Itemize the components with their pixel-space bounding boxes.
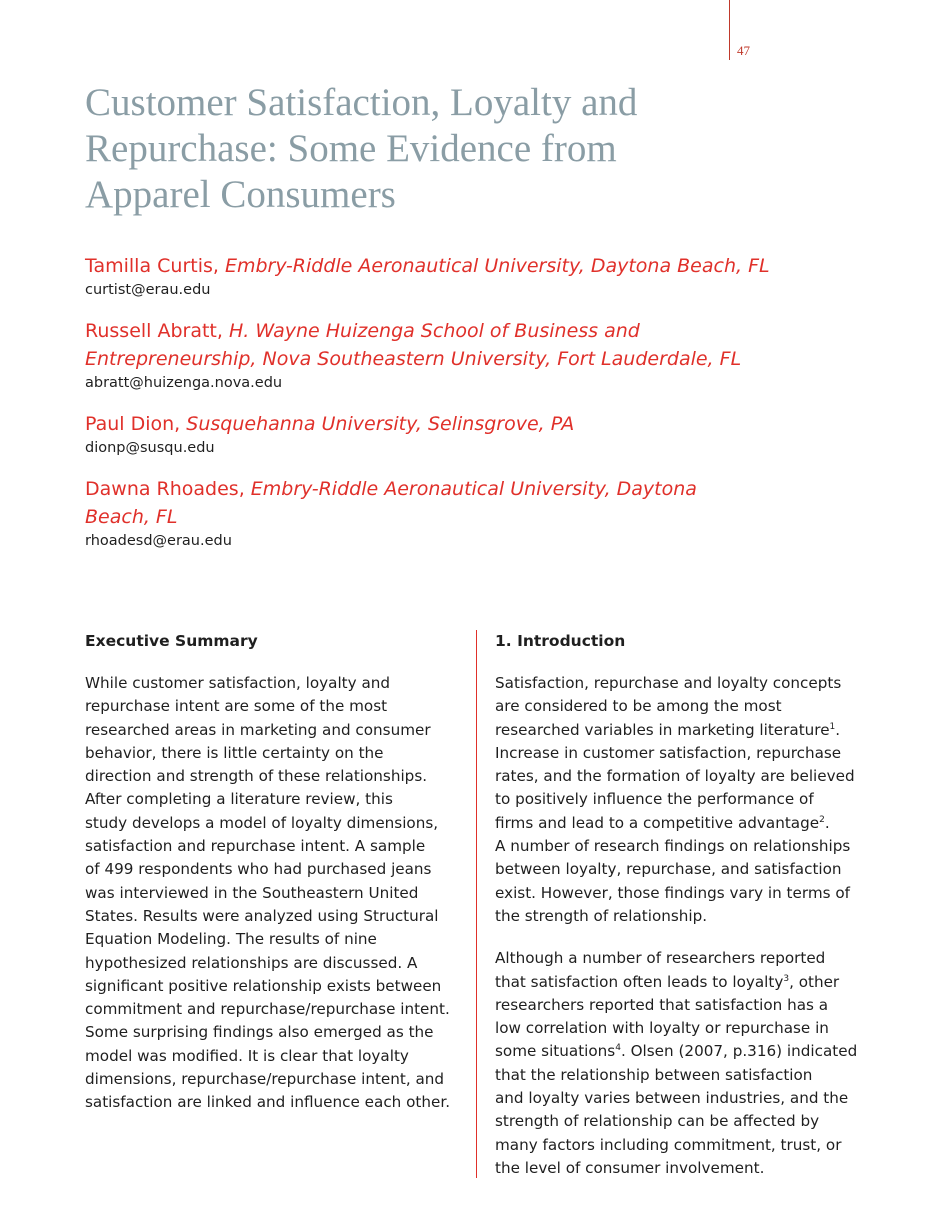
line-text: between loyalty, repurchase, and satisfaction (495, 860, 842, 879)
author-name: Tamilla Curtis, (85, 255, 219, 277)
text-line: repurchase intent are some of the most (85, 697, 388, 716)
text-line (495, 1087, 870, 1110)
text-line (495, 1134, 870, 1157)
text-line (495, 765, 870, 788)
text-line: dimensions, repurchase/repurchase intent, and (85, 1070, 445, 1089)
line-text: that the relationship between satisfaction (495, 1065, 813, 1084)
text-line (495, 994, 870, 1017)
author-line (85, 345, 805, 373)
text-line (495, 695, 870, 718)
author-affiliation: Embry-Riddle Aeronautical University, Daytona Beach, FL (224, 255, 770, 277)
line-text: , other (789, 972, 840, 991)
author-name: Russell Abratt, (85, 320, 223, 342)
line-text: the level of consumer involvement. (495, 1158, 765, 1177)
author-block (85, 410, 805, 458)
text-line (495, 1064, 870, 1087)
line-text: strength of relationship can be affected by (495, 1112, 820, 1131)
line-text: some situations (495, 1042, 616, 1061)
text-line (495, 858, 870, 881)
article-title (85, 80, 745, 218)
text-line: Some surprising findings also emerged as the (85, 1023, 434, 1042)
text-line (495, 947, 870, 970)
header-rule (729, 0, 730, 60)
page-number: 47 (737, 43, 750, 58)
text-line: Equation Modeling. The results of nine (85, 930, 377, 949)
line-text: Increase in customer satisfaction, repurchase (495, 743, 842, 762)
summary-paragraph (85, 672, 463, 1115)
footnote-ref: 3 (783, 973, 790, 984)
text-line (495, 971, 870, 994)
text-line: behavior, there is little certainty on the (85, 743, 384, 762)
text-line: direction and strength of these relationships. (85, 767, 428, 786)
line-text: researchers reported that satisfaction has a (495, 995, 829, 1014)
line-text: and loyalty varies between industries, and the (495, 1089, 849, 1108)
author-affiliation: Entrepreneurship, Nova Southeastern University, Fort Lauderdale, FL (85, 348, 742, 370)
text-line: study develops a model of loyalty dimensions, (85, 813, 439, 832)
text-line (495, 905, 870, 928)
line-text: rates, and the formation of loyalty are believed (495, 767, 855, 786)
author-affiliation: Susquehanna University, Selinsgrove, PA (186, 413, 575, 435)
line-text: researched variables in marketing literature (495, 720, 830, 739)
title-line: Repurchase: Some Evidence from (85, 127, 617, 170)
intro-paragraph (495, 947, 870, 1180)
line-text: are considered to be among the most (495, 697, 782, 716)
text-line: researched areas in marketing and consumer (85, 720, 431, 739)
author-list (85, 252, 805, 568)
author-email: curtist@erau.edu (85, 282, 211, 298)
introduction-column (495, 630, 870, 1199)
author-affiliation: Beach, FL (85, 506, 178, 528)
author-name: Dawna Rhoades, (85, 478, 245, 500)
line-text: Although a number of researchers reported (495, 949, 826, 968)
title-line: Apparel Consumers (85, 173, 396, 216)
text-line: model was modified. It is clear that loyalty (85, 1046, 409, 1065)
text-line: significant positive relationship exists between (85, 976, 442, 995)
text-line: While customer satisfaction, loyalty and (85, 674, 391, 692)
author-email: rhoadesd@erau.edu (85, 533, 232, 549)
line-text: low correlation with loyalty or repurchase in (495, 1019, 829, 1038)
line-text: that satisfaction often leads to loyalty (495, 972, 784, 991)
text-line: of 499 respondents who had purchased jeans (85, 860, 432, 879)
author-line (85, 410, 805, 438)
column-divider (476, 630, 477, 1178)
line-text: . (824, 813, 830, 832)
author-line (85, 503, 805, 531)
section-heading: 1. Introduction (495, 632, 626, 650)
line-text: to positively influence the performance of (495, 790, 814, 809)
text-line: After completing a literature review, this (85, 790, 393, 809)
executive-summary-column (85, 630, 463, 1134)
text-line (495, 788, 870, 811)
text-line (495, 812, 870, 835)
author-affiliation: Embry-Riddle Aeronautical University, Daytona (250, 478, 697, 500)
author-affiliation: H. Wayne Huizenga School of Business and (228, 320, 640, 342)
section-heading: Executive Summary (85, 632, 258, 650)
text-line (495, 882, 870, 905)
line-text: exist. However, those findings vary in terms of (495, 883, 851, 902)
author-block (85, 317, 805, 393)
author-name: Paul Dion, (85, 413, 181, 435)
line-text: . (835, 720, 841, 739)
author-email: dionp@susqu.edu (85, 440, 215, 456)
text-line: satisfaction are linked and influence each other. (85, 1093, 451, 1112)
text-line (495, 719, 870, 742)
author-line (85, 475, 805, 503)
text-line: satisfaction and repurchase intent. A sample (85, 837, 426, 856)
line-text: firms and lead to a competitive advantage (495, 813, 820, 832)
text-line (495, 1157, 870, 1180)
footnote-ref: 2 (819, 814, 825, 825)
footnote-ref: 1 (829, 721, 836, 732)
author-block (85, 475, 805, 551)
text-line: was interviewed in the Southeastern United (85, 883, 419, 902)
text-line (495, 1017, 870, 1040)
author-block (85, 252, 805, 300)
intro-paragraph (495, 672, 870, 928)
author-line (85, 252, 805, 280)
line-text: Satisfaction, repurchase and loyalty concepts (495, 674, 842, 692)
author-email: abratt@huizenga.nova.edu (85, 375, 283, 391)
text-line: commitment and repurchase/repurchase intent. (85, 1000, 450, 1019)
text-line (495, 742, 870, 765)
text-line: States. Results were analyzed using Structural (85, 906, 439, 925)
text-line (495, 835, 870, 858)
text-line (495, 672, 870, 695)
line-text: the strength of relationship. (495, 906, 708, 925)
author-line (85, 317, 805, 345)
text-line (495, 1110, 870, 1133)
line-text: many factors including commitment, trust, or (495, 1135, 842, 1154)
line-text: A number of research findings on relationships (495, 837, 851, 856)
title-line: Customer Satisfaction, Loyalty and (85, 81, 638, 124)
footnote-ref: 4 (615, 1043, 621, 1054)
text-line: hypothesized relationships are discussed. A (85, 953, 418, 972)
line-text: . Olsen (2007, p.316) indicated (620, 1042, 858, 1061)
text-line (495, 1040, 870, 1063)
